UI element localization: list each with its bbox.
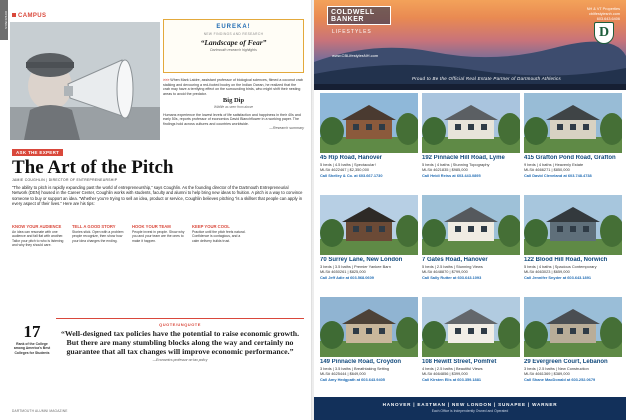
property-address: 70 Surrey Lane, New London (320, 257, 403, 263)
dartmouth-shield-icon: D (594, 22, 614, 44)
tip-column (192, 224, 247, 248)
mountain-sunset-photo (314, 0, 626, 90)
eureka-caption: Dartmouth research highlights (210, 48, 257, 52)
house-photo (320, 195, 418, 255)
property-agent[interactable]: Call Shane MacDonald at 603.252.0679 (524, 377, 596, 382)
article-intro: “The ability to pitch is rapidly expanding past the world of entrepreneurship,” says Coughlin. As the founding director of the Dartmouth Entrepreneurial Network (DEN) housed in the Career Center, Coughlin works with students, faculty and alumni to help bring new ideas to fruition. A pitch is a way to convince someone to buy or support an idea. “Whether you’re trying to sell an idea, product or service, Coughlin believes pitching “is a skillset that people can apply in every aspect of their lives.” Here are his tips: (12, 185, 303, 206)
property-agent[interactable]: Call Shelley & Co. at 603.667.1730 (320, 173, 383, 178)
research-subhead: Big Dip (222, 97, 245, 105)
eureka-label: EUREKA! (216, 24, 251, 30)
tip-column (132, 224, 187, 248)
eureka-box (163, 19, 304, 73)
section-square-icon (12, 13, 16, 17)
tip-heading: HOOK YOUR TEAM (132, 224, 171, 229)
property-card[interactable] (422, 93, 520, 178)
house-photo (524, 297, 622, 357)
property-details: 3 beds | 2.5 baths | New Construction (524, 366, 589, 371)
ranking-label: Rank of the College among America’s Best Colleges for Students (13, 342, 51, 355)
quote-box (56, 318, 304, 362)
research-paragraph-1: When Mark Laidre, assistant professor of biological sciences, filmed a coconut crab stalking and devouring a red-footed booby on the Indian Ocean, he realized that the crab may have a terrifying effect on the surrounding birds, who might shift their nesting areas to avoid the predator. (163, 78, 303, 96)
property-agent[interactable]: Call Kirsten Elis at 603.359.1881 (422, 377, 482, 382)
property-details: 5 beds | 2.5 baths | Stunning Views (422, 264, 483, 269)
house-photo (320, 93, 418, 153)
eureka-title: “Landscape of Fear” (200, 38, 267, 47)
property-agent[interactable]: Call David Cleveland at 603.748.4738 (524, 173, 592, 178)
property-mls-price: MLS# 4663023 | $659,000 (524, 269, 570, 274)
research-subcaption: Wildlife as seen from above (213, 104, 254, 109)
quote-attribution: —Economics professor on tax policy (152, 358, 208, 362)
contact-line: cblifestylesnh.com (588, 12, 620, 17)
property-details: 4 beds | 2.5 baths | Beautiful Views (422, 366, 483, 371)
tip-heading: TELL A GOOD STORY (72, 224, 116, 229)
left-page (0, 0, 312, 420)
property-card[interactable] (524, 93, 622, 178)
property-details: 9 beds | 4 baths | Heavenly Estate (524, 162, 584, 167)
property-mls-price: MLS# 4621835 | $985,000 (422, 167, 468, 172)
house-photo (320, 297, 418, 357)
property-mls-price: MLS# 4664856 | $399,000 (422, 371, 468, 376)
tip-column (72, 224, 127, 248)
ask-the-expert-label: ASK THE EXPERT (12, 149, 63, 156)
quote-text: “Well-designed tax policies have the potential to raise economic growth. But there are many stumbling blocks along the way and certainly no guarantee that all tax changes will improve economic performance.” (60, 329, 300, 356)
tip-heading: KNOW YOUR AUDIENCE (12, 224, 62, 229)
property-agent[interactable]: Call Jennifer Snyder at 603.643.1891 (524, 275, 592, 280)
house-photo (524, 93, 622, 153)
house-photo (422, 93, 520, 153)
house-photo (422, 297, 520, 357)
property-card[interactable] (320, 297, 418, 382)
contact-line: NH & VT Properties (586, 7, 620, 11)
page-footer: DARTMOUTH ALUMNI MAGAZINE (12, 409, 68, 413)
contact-block (587, 7, 620, 23)
quote-header: QUOTE/UNQUOTE (159, 322, 201, 327)
tips-columns (12, 224, 304, 248)
ownership-note: Each Office is Independently Owned and Operated (431, 409, 509, 413)
property-address: 149 Pinnacle Road, Croydon (320, 359, 402, 365)
property-address: 45 Rip Road, Hanover (320, 155, 383, 161)
eureka-sub: NEW FINDINGS AND RESEARCH (203, 32, 264, 36)
property-details: 3 beds | 3.5 baths | Premier Yankee Barn (320, 264, 391, 269)
section-label (12, 13, 46, 19)
research-signature: —Research summary (269, 126, 304, 131)
property-card[interactable] (320, 195, 418, 280)
property-details: 5 beds | 4 baths | Stunning Topography (422, 162, 490, 167)
office-towns: HANOVER | EASTMAN | NEW LONDON | SUNAPEE | WARNER (382, 402, 558, 407)
tip-body: An idea can resonate with one audience and fall flat with another. Tailor your pitch to who is listening and why they should care. (12, 230, 64, 248)
property-card[interactable] (422, 297, 520, 382)
property-mls-price: MLS# 4625444 | $649,000 (320, 371, 366, 376)
property-details: 5 beds | 4 baths | Spacious Contemporary (524, 264, 597, 269)
property-card[interactable] (422, 195, 520, 280)
research-column (163, 78, 304, 131)
contact-line: 603.643.6406 (596, 17, 620, 22)
house-photo (524, 195, 622, 255)
research-paragraph-2: Humans experience the lowest levels of life satisfaction and happiness in their 40s and early 50s, reports professor of economics David Blanchflower in a working paper. The findings hold across cultures and countries worldwide. (163, 112, 301, 126)
property-agent[interactable]: Call Jeff Adie at 603.568.0609 (320, 275, 374, 280)
property-mls-price: MLS# 4622467 | $2,350,000 (320, 167, 370, 172)
tip-heading: KEEP YOUR COOL (192, 224, 230, 229)
ranking-number: 17 (23, 322, 41, 341)
property-address: 415 Grafton Pond Road, Grafton (524, 155, 616, 161)
bottom-bar (314, 397, 626, 420)
coldwell-banker-logo (327, 6, 391, 25)
brand-line-1: COLDWELL (331, 8, 375, 16)
property-mls-price: MLS# 4666271 | $850,000 (524, 167, 570, 172)
ranking-stat (12, 322, 52, 355)
property-agent[interactable]: Call Sally Rutter at 603.643.1093 (422, 275, 482, 280)
tip-column (12, 224, 67, 248)
tip-body: Practice until the pitch feels natural. Confidence is contagious, and a calm delivery builds trust. (192, 230, 246, 243)
partner-tagline: Proud to Be the Official Real Estate Partner of Dartmouth Athletics (412, 76, 562, 81)
property-agent[interactable]: Call Heidi Reiss at 603.443.0895 (422, 173, 481, 178)
research-lead-arrows: >>> (163, 78, 170, 82)
house-photo (422, 195, 520, 255)
tip-body: People invest in people. Show why you and your team are the ones to make it happen. (132, 230, 185, 243)
property-details: 3 beds | 3.5 baths | Breathtaking Setting (320, 366, 390, 371)
article-title: The Art of the Pitch (12, 157, 174, 178)
lifestyles-wordmark: LIFESTYLES (332, 29, 372, 35)
property-mls-price: MLS# 4650261 | $825,000 (320, 269, 366, 274)
megaphone-illustration (10, 22, 160, 140)
brand-line-2: BANKER (331, 16, 364, 23)
property-address: 108 Hewitt Street, Pomfret (422, 359, 497, 365)
website-link[interactable]: www.CBLifestylesNH.com (332, 53, 379, 58)
property-details: 5 beds | 4.5 baths | Spectacular! (320, 162, 376, 167)
property-address: 29 Evergreen Court, Lebanon (524, 359, 608, 365)
property-card[interactable] (524, 297, 622, 382)
tip-body: Stories stick. Open with a problem people recognize, then show how your idea changes the ending. (72, 230, 124, 243)
article-byline: JAMIE COUGHLIN | DIRECTOR OF ENTREPRENEURSHIP (12, 178, 118, 182)
section-tab: OPENINGS (0, 0, 8, 40)
property-card[interactable] (320, 93, 418, 178)
property-address: 7 Gates Road, Hanover (422, 257, 488, 263)
boy-with-megaphone-photo (10, 22, 160, 140)
property-mls-price: MLS# 4648870 | $799,000 (422, 269, 468, 274)
property-card[interactable] (524, 195, 622, 280)
property-agent[interactable]: Call Amy Hedgpath at 603.643.9405 (320, 377, 385, 382)
right-page-advertisement (314, 0, 626, 420)
property-address: 192 Pinnacle Hill Road, Lyme (422, 155, 505, 161)
property-mls-price: MLS# 4661369 | $389,000 (524, 371, 570, 376)
section-label-text: CAMPUS (18, 13, 47, 19)
property-address: 122 Blood Hill Road, Norwich (524, 257, 608, 263)
